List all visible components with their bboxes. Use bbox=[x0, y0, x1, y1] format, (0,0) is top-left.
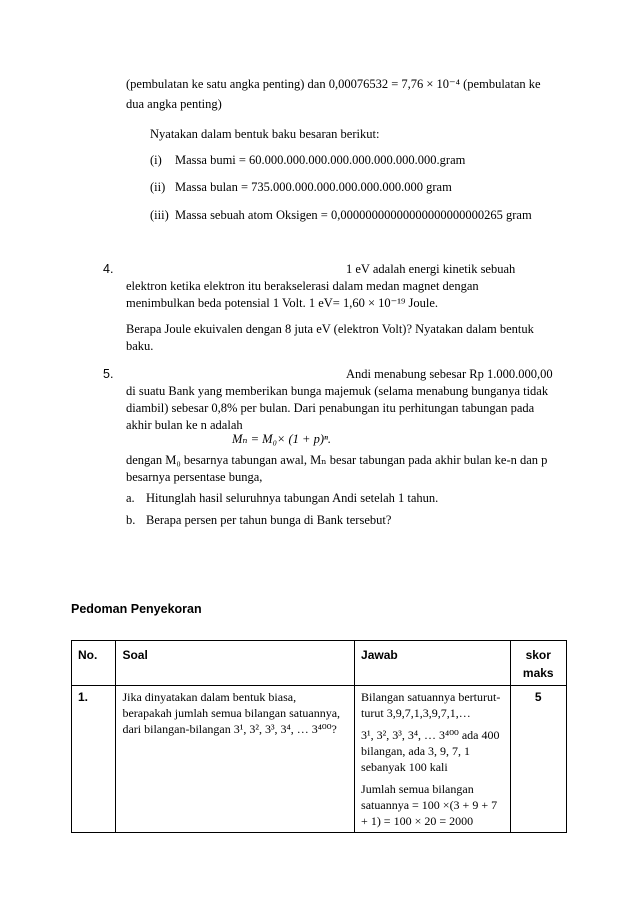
q5-sub-b: Berapa persen per tahun bunga di Bank tersebut? bbox=[146, 513, 392, 527]
q3-item-label: (ii) bbox=[150, 180, 166, 194]
q5-definition-line-1: dengan M₀ besarnya tabungan awal, Mₙ besar tabungan pada akhir bulan ke-n dan p bbox=[126, 453, 548, 467]
top-paragraph-line-1: (pembulatan ke satu angka penting) dan 0,00076532 = 7,76 × 10⁻⁴ (pembulatan ke bbox=[126, 77, 541, 91]
jawab-line-1: Bilangan satuannya berturut-turut 3,9,7,1,3,9,7,1,… bbox=[361, 690, 501, 720]
q5-line-2: di suatu Bank yang memberikan bunga majemuk (selama menabung bunganya tidak bbox=[126, 384, 549, 398]
header-soal: Soal bbox=[116, 641, 355, 686]
q5-line-1: Andi menabung sebesar Rp 1.000.000,00 bbox=[346, 367, 553, 381]
q3-item-text: Massa bulan = 735.000.000.000.000.000.000.000 gram bbox=[175, 180, 452, 194]
q5-number: 5. bbox=[103, 367, 114, 381]
header-skor bbox=[510, 641, 566, 686]
q5-formula: Mₙ = M₀× (1 + p)ⁿ. bbox=[232, 432, 332, 446]
q4-line-3: menimbulkan beda potensial 1 Volt. 1 eV= 1,60 × 10⁻¹⁹ Joule. bbox=[126, 296, 438, 310]
scoring-heading: Pedoman Penyekoran bbox=[71, 602, 202, 616]
header-skor-line-2: maks bbox=[522, 666, 554, 680]
q5-line-3: diambil) sebesar 0,8% per bulan. Dari penabungan itu perhitungan tabungan pada bbox=[126, 401, 535, 415]
table-row bbox=[72, 686, 567, 833]
top-paragraph-line-2: dua angka penting) bbox=[126, 97, 222, 111]
q3-item-text: Massa bumi = 60.000.000.000.000.000.000.000.000.gram bbox=[175, 153, 466, 167]
q4-line-2: elektron ketika elektron itu berakselerasi dalam medan magnet dengan bbox=[126, 279, 479, 293]
q3-item-text: Massa sebuah atom Oksigen = 0,00000000000000000000000265 gram bbox=[175, 208, 532, 222]
row-number: 1. bbox=[72, 686, 116, 833]
q3-item-label: (i) bbox=[150, 153, 162, 167]
scoring-table bbox=[71, 640, 567, 833]
row-skor: 5 bbox=[510, 686, 566, 833]
q4-line-1: 1 eV adalah energi kinetik sebuah bbox=[346, 262, 516, 276]
header-no: No. bbox=[72, 641, 116, 686]
header-jawab: Jawab bbox=[355, 641, 510, 686]
jawab-line-3: Jumlah semua bilangan satuannya = 100 ×(3 + 9 + 7 + 1) = 100 × 20 = 2000 bbox=[361, 782, 498, 828]
q5-definition-line-2: besarnya persentase bunga, bbox=[126, 470, 263, 484]
q3-instruction: Nyatakan dalam bentuk baku besaran berikut: bbox=[150, 127, 380, 141]
row-jawab bbox=[355, 686, 510, 833]
row-soal: Jika dinyatakan dalam bentuk biasa, berapakah jumlah semua bilangan satuannya, dari bilangan-bilangan 3¹, 3², 3³, 3⁴, … 3⁴⁰⁰? bbox=[116, 686, 355, 833]
q5-sub-a: Hitunglah hasil seluruhnya tabungan Andi setelah 1 tahun. bbox=[146, 491, 439, 505]
jawab-line-2: 3¹, 3², 3³, 3⁴, … 3⁴⁰⁰ ada 400 bilangan, ada 3, 9, 7, 1 sebanyak 100 kali bbox=[361, 728, 500, 774]
q3-item-label: (iii) bbox=[150, 208, 169, 222]
q4-number: 4. bbox=[103, 262, 114, 276]
q5-sub-a-label: a. bbox=[126, 491, 135, 505]
q5-line-4: akhir bulan ke n adalah bbox=[126, 418, 243, 432]
q4-question-line-2: baku. bbox=[126, 339, 154, 353]
header-skor-line-1: skor bbox=[525, 648, 551, 662]
q5-sub-b-label: b. bbox=[126, 513, 136, 527]
table-header-row bbox=[72, 641, 567, 686]
q4-question-line-1: Berapa Joule ekuivalen dengan 8 juta eV (elektron Volt)? Nyatakan dalam bentuk bbox=[126, 322, 534, 336]
